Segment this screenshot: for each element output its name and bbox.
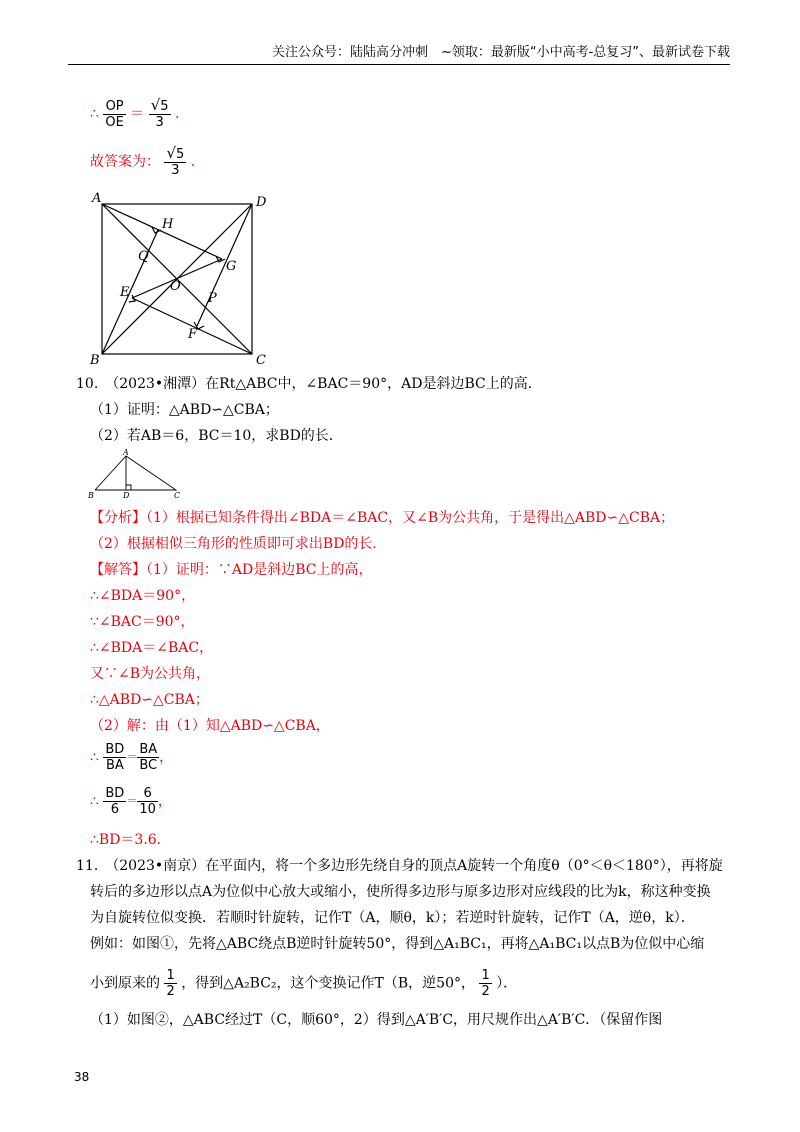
frac3-den: 6 xyxy=(110,802,119,817)
right-angle-d xyxy=(126,485,131,490)
sqrt5-over-3: $\frac{√5}{3}$ xyxy=(150,96,169,130)
frac4-num: 6 xyxy=(137,786,158,802)
page-number: 38 xyxy=(74,1070,90,1084)
q10-part1: （1）证明：△ABD∽△CBA； xyxy=(90,402,279,418)
analysis-1: 【分析】（1）根据已知条件得出∠BDA＝∠BAC，又∠B为公共角，于是得出△ABD∽△CBA； xyxy=(90,510,675,526)
frac-bd-6 xyxy=(103,786,126,817)
proportion-line-1: ∴ $\frac{BD}{BA}$ ＝ $\frac{BA}{BC}$ ， xyxy=(90,742,174,773)
q11-line-6: （1）如图②，△ABC经过T（C，顺60°，2）得到△A′B′C，用尺规作出△A′B′C．（保留作图 xyxy=(90,1012,663,1028)
label-b: B xyxy=(90,353,100,368)
q11-line5-part-c: ）． xyxy=(496,975,518,992)
triangle-figure xyxy=(86,448,186,500)
result-line: ∴BD＝3.6． xyxy=(90,832,171,848)
ratio-op-oe xyxy=(103,99,125,130)
frac4-den: 10 xyxy=(139,802,156,817)
q11-line5-part-a: 小到原来的 xyxy=(90,975,160,992)
comma-1: ， xyxy=(159,749,174,766)
tri-label-d: D xyxy=(123,491,130,500)
solution-3: ∵∠BAC＝90°， xyxy=(90,614,195,630)
q11-line-5 xyxy=(90,968,517,999)
q11-line-1: 11. （2023•南京）在平面内，将一个多边形先绕自身的顶点A旋转一个角度θ（0°＜θ＜180°），再将旋 xyxy=(76,858,723,874)
analysis-2: （2）根据相似三角形的性质即可求出BD的长． xyxy=(90,536,387,552)
tri-label-c: C xyxy=(174,491,181,500)
eq-sign-2: ＝ xyxy=(126,794,138,808)
segment-bh xyxy=(102,230,158,354)
half-den-b: 2 xyxy=(481,984,490,999)
label-d: D xyxy=(256,195,267,210)
frac2-num: BA xyxy=(139,742,158,757)
label-g: G xyxy=(226,259,237,274)
solution-1: 【解答】（1）证明：∵AD是斜边BC上的高， xyxy=(90,562,373,578)
sqrt-radicand: 5 xyxy=(160,99,169,114)
segment-df xyxy=(197,204,252,326)
solution-6: ∴△ABD∽△CBA； xyxy=(90,692,209,708)
solution-5: 又∵∠B为公共角， xyxy=(90,666,211,682)
frac-num-op: OP xyxy=(103,99,125,115)
label-a: A xyxy=(92,191,102,206)
frac-ba-bc xyxy=(137,742,159,773)
fraction-one-half-b xyxy=(479,968,491,999)
label-o: O xyxy=(170,279,181,294)
half-num-b: 1 xyxy=(481,968,490,983)
frac2-den: BC xyxy=(139,758,158,773)
q11-line-3: 为自旋转位似变换．若顺时针旋转，记作T（A，顺θ，k）；若逆时针旋转，记作T（A，逆θ，k）． xyxy=(90,910,695,926)
q9-ratio-line xyxy=(90,98,179,130)
label-e: E xyxy=(120,285,130,300)
frac-6-10 xyxy=(137,786,158,817)
comma-2: ， xyxy=(157,793,172,810)
page-header: 关注公众号：陆陆高分冲刺 ~领取：最新版“小中高考-总复习”、最新试卷下载 xyxy=(68,44,730,65)
answer-period: . xyxy=(190,154,196,170)
q10-part2: （2）若AB＝6，BC＝10，求BD的长． xyxy=(90,428,343,444)
equals-sign: ＝ xyxy=(130,106,145,122)
eq-sign-1: ＝ xyxy=(126,750,138,764)
solution-2: ∴∠BDA＝90°， xyxy=(90,588,196,604)
label-q: Q xyxy=(138,249,149,264)
frac-den-oe: OE xyxy=(105,114,124,130)
label-h: H xyxy=(162,217,174,232)
q11-line5-part-b: ，得到△A₂BC₂，这个变换记作T（B，逆50°， xyxy=(181,975,475,992)
fraction-one-half-a xyxy=(164,968,176,999)
triangle-abc xyxy=(95,456,176,490)
frac1-num: BD xyxy=(105,742,125,757)
frac1-den: BA xyxy=(105,758,124,773)
frac-bd-ba xyxy=(103,742,126,773)
tri-label-b: B xyxy=(88,491,94,500)
tri-label-a: A xyxy=(123,448,129,457)
solution-7: （2）解：由（1）知△ABD∽△CBA， xyxy=(90,718,330,734)
solution-4: ∴∠BDA＝∠BAC， xyxy=(90,640,214,656)
frac3-num: BD xyxy=(105,786,125,801)
q9-answer-line xyxy=(90,146,195,178)
half-den-a: 2 xyxy=(166,984,175,999)
period: . xyxy=(175,106,180,122)
answer-sqrt5-over-3: $\frac{√5}{3}$ xyxy=(166,144,185,178)
therefore-symbol: ∴ xyxy=(90,106,99,122)
proportion-line-2: ∴ $\frac{BD}{6}$ ＝ $\frac{6}{10}$ ， xyxy=(90,786,172,817)
frac-den-3: 3 xyxy=(155,115,164,130)
square-figure xyxy=(88,190,278,370)
segment-ce xyxy=(132,298,252,354)
label-f: F xyxy=(188,327,198,342)
answer-prefix: 故答案为： xyxy=(90,154,160,170)
half-num-a: 1 xyxy=(166,968,175,983)
q11-line-2: 转后的多边形以点A为位似中心放大或缩小，使所得多边形与原多边形对应线段的比为k，称这种变换 xyxy=(90,884,711,900)
answer-sqrt-radicand: 5 xyxy=(176,147,185,162)
label-p: P xyxy=(208,291,217,306)
label-c: C xyxy=(256,353,266,368)
answer-den-3: 3 xyxy=(171,163,180,178)
q10-title: 10. （2023•湘潭）在Rt△ABC中，∠BAC＝90°，AD是斜边BC上的高． xyxy=(76,376,542,392)
q11-line-4: 例如：如图①，先将△ABC绕点B逆时针旋转50°，得到△A₁BC₁，再将△A₁BC₁以点B为位似中心缩 xyxy=(90,936,705,952)
